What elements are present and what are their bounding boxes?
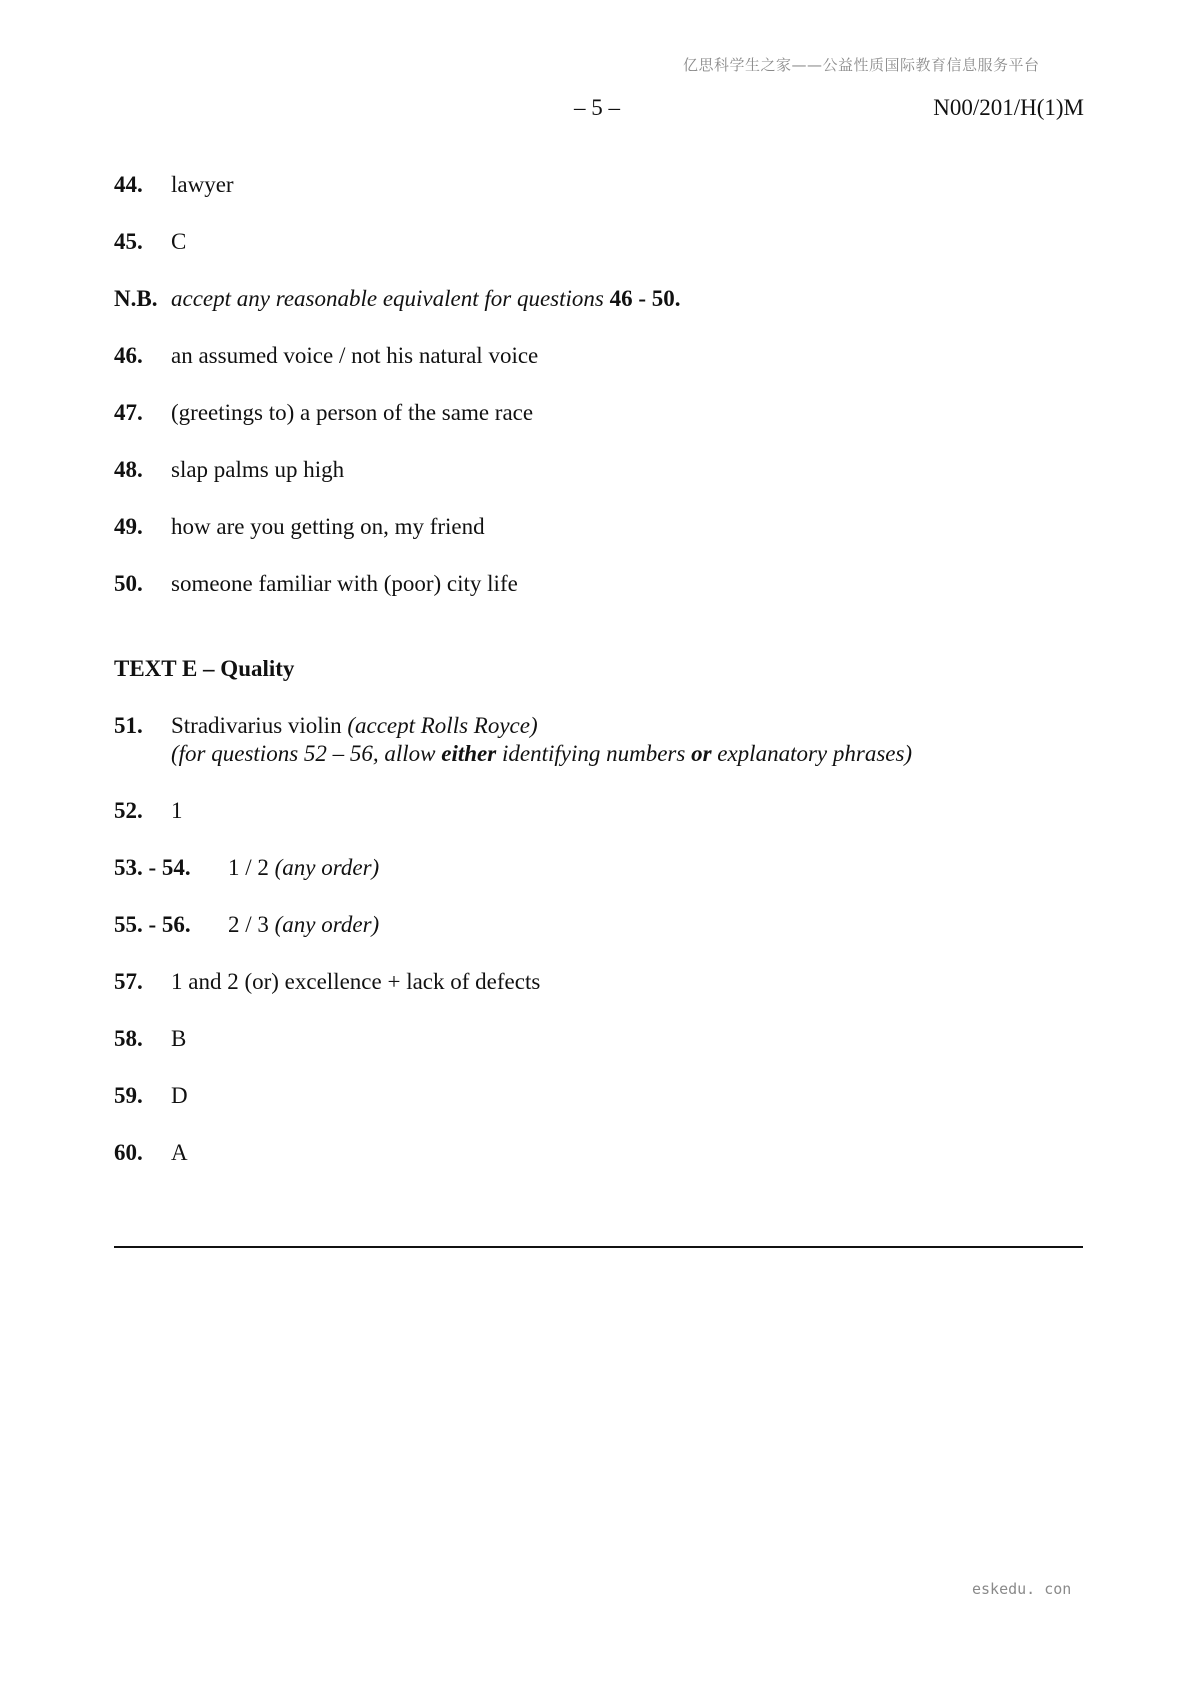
document-code: N00/201/H(1)M <box>933 95 1084 120</box>
answer-text: slap palms up high <box>171 457 345 482</box>
instruction-text: (for questions 52 – 56, allow <box>171 741 436 766</box>
question-number: 48. <box>114 457 143 482</box>
question-number: 58. <box>114 1026 143 1051</box>
note-text: accept any reasonable equivalent for questions <box>171 286 604 311</box>
section-heading: TEXT E – Quality <box>114 656 295 681</box>
answer-text: 1 and 2 (or) excellence + lack of defects <box>171 969 541 994</box>
question-number: 53. - 54. <box>114 855 191 880</box>
question-number: 50. <box>114 571 143 596</box>
answer-text: someone familiar with (poor) city life <box>171 571 518 596</box>
answer-text: how are you getting on, my friend <box>171 514 485 539</box>
question-number: 47. <box>114 400 143 425</box>
note-label: N.B. <box>114 286 158 311</box>
instruction-emphasis: either <box>441 741 497 766</box>
answer-text: Stradivarius violin <box>171 713 342 738</box>
question-number: 59. <box>114 1083 143 1108</box>
instruction-text: identifying numbers <box>501 741 686 766</box>
answer-text: B <box>171 1026 187 1051</box>
instruction-emphasis: or <box>691 741 712 766</box>
question-number: 60. <box>114 1140 143 1165</box>
answer-text: A <box>171 1140 188 1165</box>
answer-text: 1 <box>171 798 183 823</box>
note-range: 46 - 50. <box>609 286 681 311</box>
question-number: 57. <box>114 969 143 994</box>
answer-text: D <box>171 1083 188 1108</box>
answer-text: an assumed voice / not his natural voice <box>171 343 539 368</box>
question-number: 51. <box>114 713 143 738</box>
answer-text: 1 / 2 <box>228 855 269 880</box>
end-rule <box>114 1246 1083 1248</box>
answer-text: 2 / 3 <box>228 912 269 937</box>
answer-text: lawyer <box>171 172 234 197</box>
page-number: – 5 – <box>574 95 620 120</box>
question-number: 46. <box>114 343 143 368</box>
answer-text: (greetings to) a person of the same race <box>171 400 534 425</box>
question-number: 55. - 56. <box>114 912 191 937</box>
instruction-text: explanatory phrases) <box>717 741 913 766</box>
answer-note: (any order) <box>274 912 380 937</box>
question-number: 49. <box>114 514 143 539</box>
watermark-top: 亿思科学生之家——公益性质国际教育信息服务平台 <box>683 56 1040 74</box>
watermark-bottom: eskedu. con <box>972 1580 1072 1598</box>
answer-note: (any order) <box>274 855 380 880</box>
answer-note: (accept Rolls Royce) <box>347 713 538 738</box>
question-number: 44. <box>114 172 143 197</box>
answer-text: C <box>171 229 187 254</box>
question-number: 45. <box>114 229 143 254</box>
question-number: 52. <box>114 798 143 823</box>
